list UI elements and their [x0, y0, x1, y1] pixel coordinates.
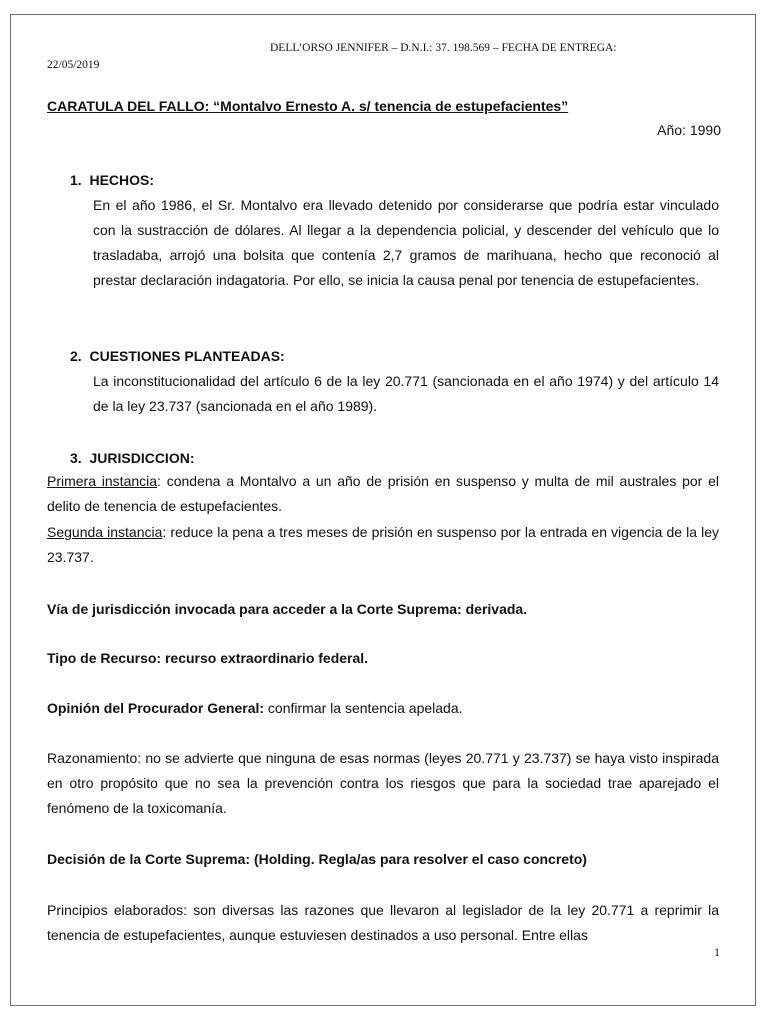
razonamiento-paragraph: Razonamiento: no se advierte que ninguna de esas normas (leyes 20.771 y 23.737) se haya visto inspirada en otro propósito que no sea la prevención contra los riesgos que para la sociedad trae aparejado el fenómeno de la toxicomanía. [47, 750, 719, 816]
case-title: CARATULA DEL FALLO: “Montalvo Ernesto A. s/ tenencia de estupefacientes” [47, 98, 569, 114]
case-year: Año: 1990 [657, 122, 721, 138]
section-number: 3. [70, 450, 82, 466]
section-number: 1. [70, 172, 82, 188]
segunda-instancia-paragraph [47, 520, 719, 570]
decision-corte-heading: Decisión de la Corte Suprema: (Holding. Regla/as para resolver el caso concreto) [47, 851, 587, 867]
tipo-recurso: Tipo de Recurso: recurso extraordinario federal. [47, 650, 369, 666]
opinion-text: confirmar la sentencia apelada. [264, 700, 463, 716]
header-date: 22/05/2019 [47, 59, 100, 71]
section-jurisdiccion-heading [70, 450, 194, 466]
section-title: CUESTIONES PLANTEADAS: [89, 348, 285, 364]
header-student-info: DELL’ORSO JENNIFER – D.N.I.: 37. 198.569 – FECHA DE ENTREGA: [270, 42, 617, 54]
section-number: 2. [70, 348, 82, 364]
section-cuestiones-text: La inconstitucionalidad del artículo 6 de la ley 20.771 (sancionada en el año 1974) y del artículo 14 de la ley 23.737 (sancionada en el año 1989). [93, 373, 719, 414]
segunda-instancia-text: : reduce la pena a tres meses de prisión en suspenso por la entrada en vigencia de la ley 23.737. [47, 524, 720, 565]
section-cuestiones-heading [70, 348, 285, 364]
page-number: 1 [714, 945, 720, 959]
section-hechos-heading [70, 172, 154, 188]
segunda-instancia-label: Segunda instancia [47, 524, 163, 540]
primera-instancia-text: : condena a Montalvo a un año de prisión en suspenso y multa de mil australes por el delito de tenencia de estupefacientes. [47, 473, 720, 514]
section-title: JURISDICCION: [89, 450, 195, 466]
via-jurisdiccion: Vía de jurisdicción invocada para acceder a la Corte Suprema: derivada. [47, 601, 528, 617]
principios-paragraph: Principios elaborados: son diversas las razones que llevaron al legislador de la ley 20.771 a reprimir la tenencia de estupefacientes, aunque estuviesen destinados a uso personal. Entre ellas [47, 902, 719, 943]
section-title: HECHOS: [89, 172, 155, 188]
primera-instancia-label: Primera instancia [47, 473, 158, 489]
opinion-label: Opinión del Procurador General: [47, 700, 265, 716]
primera-instancia-paragraph [47, 469, 719, 519]
opinion-procurador [47, 696, 719, 721]
section-hechos-text: En el año 1986, el Sr. Montalvo era llevado detenido por considerarse que podría estar vinculado con la sustracción de dólares. Al llegar a la dependencia policial, y descender del vehículo que lo trasladaba, arrojó una bolsita que contenía 2,7 gramos de marihuana, hecho que reconoció al prestar declaración indagatoria. Por ello, se inicia la causa penal por tenencia de estupefacientes. [93, 197, 719, 288]
